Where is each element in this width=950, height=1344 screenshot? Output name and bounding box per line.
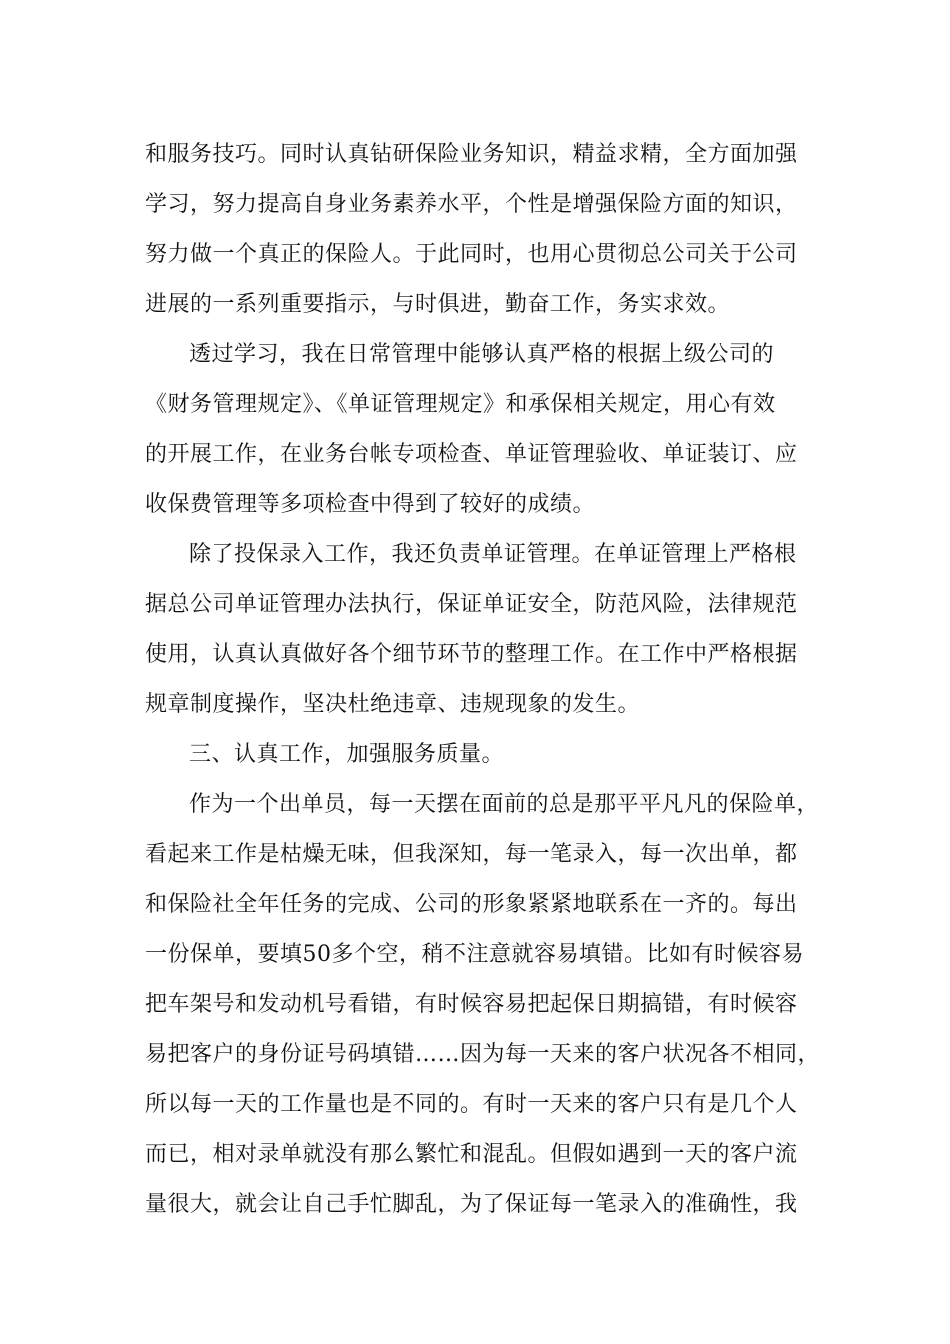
text-line: 而已，相对录单就没有那么繁忙和混乱。但假如遇到一天的客户流 — [145, 1142, 798, 1167]
body-text — [145, 130, 821, 1230]
paragraph-start-line: 除了投保录入工作，我还负责单证管理。在单证管理上严格根 — [189, 542, 797, 567]
text-line: 所以每一天的工作量也是不同的。有时一天来的客户只有是几个人 — [145, 1092, 798, 1117]
text-line: 据总公司单证管理办法执行，保证单证安全，防范风险，法律规范 — [145, 592, 798, 617]
text-line: 看起来工作是枯燥无味，但我深知，每一笔录入，每一次出单，都 — [145, 842, 798, 867]
text-line: 《财务管理规定》、《单证管理规定》和承保相关规定，用心有效 — [145, 392, 776, 417]
text-line: 和服务技巧。同时认真钻研保险业务知识，精益求精，全方面加强 — [145, 142, 798, 167]
text-line: 量很大，就会让自己手忙脚乱，为了保证每一笔录入的准确性，我 — [145, 1192, 798, 1217]
text-line: 进展的一系列重要指示，与时俱进，勤奋工作，务实求效。 — [145, 292, 731, 317]
text-line: 的开展工作，在业务台帐专项检查、单证管理验收、单证装订、应 — [145, 442, 798, 467]
text-line: 规章制度操作，坚决杜绝违章、违规现象的发生。 — [145, 692, 641, 717]
text-line: 使用，认真认真做好各个细节环节的整理工作。在工作中严格根据 — [145, 642, 798, 667]
text-line: 努力做一个真正的保险人。于此同时，也用心贯彻总公司关于公司 — [145, 242, 798, 267]
text-line: 收保费管理等多项检查中得到了较好的成绩。 — [145, 492, 596, 517]
section-heading: 三、认真工作，加强服务质量。 — [189, 742, 505, 767]
text-line: 把车架号和发动机号看错，有时候容易把起保日期搞错，有时候容 — [145, 992, 798, 1017]
paragraph-start-line: 作为一个出单员，每一天摆在面前的总是那平平凡凡的保险单， — [189, 792, 820, 817]
text-line: 和保险社全年任务的完成、公司的形象紧紧地联系在一齐的。每出 — [145, 892, 798, 917]
text-line: 易把客户的身份证号码填错……因为每一天来的客户状况各不相同， — [145, 1042, 821, 1067]
paragraph-start-line: 透过学习，我在日常管理中能够认真严格的根据上级公司的 — [189, 342, 775, 367]
text-line: 学习，努力提高自身业务素养水平，个性是增强保险方面的知识， — [145, 192, 798, 217]
text-line: 一份保单，要填50多个空，稍不注意就容易填错。比如有时候容易 — [145, 942, 804, 967]
